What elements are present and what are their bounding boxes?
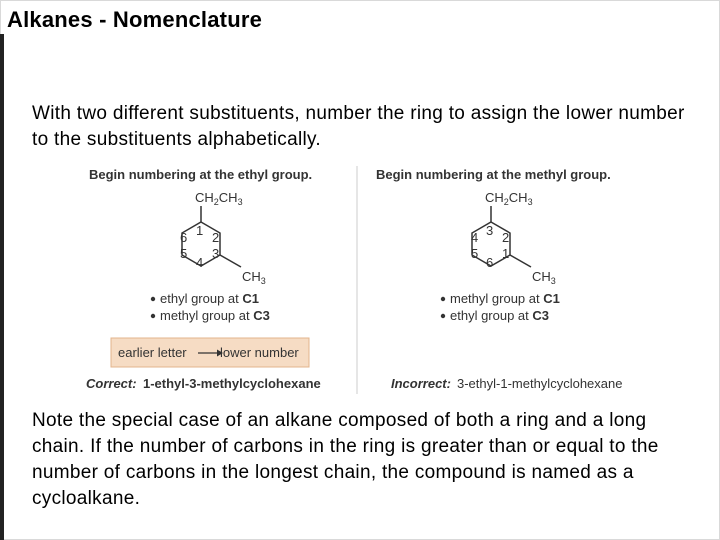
left-top-group — [195, 190, 243, 207]
left-side-group — [242, 269, 266, 286]
right-bullet-1-pos: C1 — [543, 291, 560, 306]
left-bullet-1-text: ethyl group at — [160, 291, 243, 306]
right-ring-number-3: 3 — [486, 223, 494, 238]
rule-box-right: lower number — [220, 345, 299, 360]
left-result-name: 1-ethyl-3-methylcyclohexane — [143, 376, 321, 391]
svg-text:CH2CH3: $CH_2CH_3$ — [195, 190, 243, 207]
left-bullet-2-pos: C3 — [253, 308, 270, 323]
right-side-group — [532, 269, 556, 286]
numbering-figure-svg — [80, 160, 650, 398]
left-ring-number-6: 6 — [180, 230, 188, 245]
left-result-label: Correct: — [86, 376, 137, 391]
right-bullet-dot-1 — [441, 297, 445, 301]
right-bullet-2 — [450, 308, 549, 323]
right-bullet-1 — [450, 291, 560, 306]
right-bullet-1-text: methyl group at — [450, 291, 544, 306]
left-bullet-2 — [160, 308, 270, 323]
right-result-label: Incorrect: — [391, 376, 451, 391]
svg-text:CH3: $CH_3$ — [242, 269, 266, 286]
numbering-figure — [80, 160, 650, 398]
left-header: Begin numbering at the ethyl group. — [89, 167, 313, 182]
intro-paragraph: With two different substituents, number the ring to assign the lower number to the substituents alphabetically. — [32, 103, 685, 150]
right-bullet-2-pos: C3 — [532, 308, 550, 323]
left-bond-side — [220, 255, 241, 267]
right-result-name: 3-ethyl-1-methylcyclohexane — [457, 376, 623, 391]
svg-text:CH3: $CH_3$ — [532, 269, 556, 286]
slide-title: Alkanes - Nomenclature — [7, 7, 263, 32]
svg-text:CH2CH3: $CH_2CH_3$ — [485, 190, 533, 207]
left-ring-number-4: 4 — [196, 255, 204, 270]
left-bullet-2-text: methyl group at — [160, 308, 254, 323]
right-bullet-2-text: ethyl group at — [450, 308, 533, 323]
right-ring-number-4: 4 — [471, 230, 479, 245]
right-ring-number-1: 1 — [502, 246, 510, 261]
left-accent-bar — [0, 34, 4, 540]
right-ring-number-5: 5 — [471, 246, 479, 261]
rule-box-left: earlier letter — [118, 345, 187, 360]
right-bond-side — [510, 255, 531, 267]
left-bullet-dot-2 — [151, 314, 155, 318]
left-ring-number-5: 5 — [180, 246, 188, 261]
left-bullet-1 — [160, 291, 259, 306]
left-bullet-1-pos: C1 — [242, 291, 260, 306]
left-ring-number-1: 1 — [196, 223, 204, 238]
note-paragraph: Note the special case of an alkane composed of both a ring and a long chain. If the number of carbons in the ring is greater than or equal to the number of carbons in the longest chain, the compound is named as a cycloalkane. — [32, 410, 659, 509]
left-bullet-dot-1 — [151, 297, 155, 301]
right-header: Begin numbering at the methyl group. — [376, 167, 611, 182]
right-top-group — [485, 190, 533, 207]
right-ring-number-6: 6 — [486, 255, 494, 270]
right-ring-number-2: 2 — [502, 230, 510, 245]
left-ring-number-3: 3 — [212, 246, 220, 261]
right-bullet-dot-2 — [441, 314, 445, 318]
left-ring-number-2: 2 — [212, 230, 220, 245]
